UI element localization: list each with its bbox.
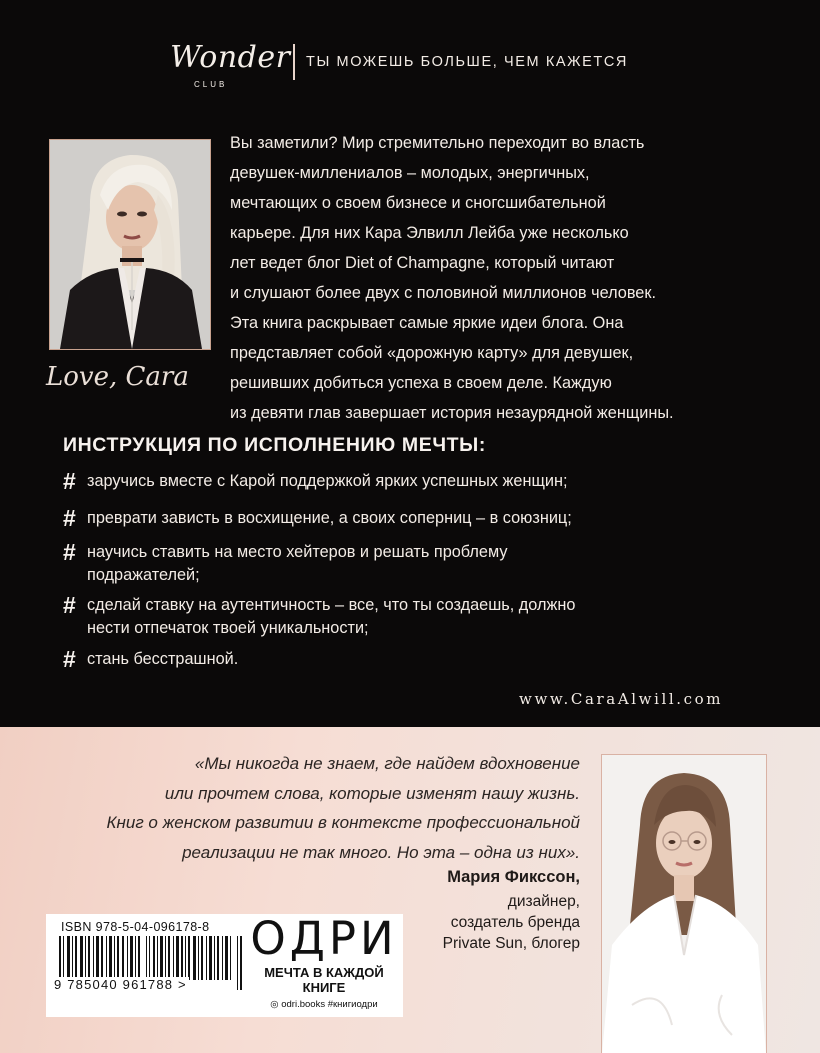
wonder-club-logo bbox=[170, 40, 291, 92]
description-line: Эта книга раскрывает самые яркие идеи блога. Она bbox=[230, 314, 624, 332]
description-line: решивших добиться успеха в своем деле. Каждую bbox=[230, 374, 612, 392]
description-line: из девяти глав завершает история незаурядной женщины. bbox=[230, 404, 674, 422]
hashtag-icon: # bbox=[63, 468, 76, 494]
slogan-line: МЕЧТА В КАЖДОЙ bbox=[264, 965, 384, 980]
list-item-text: подражателей; bbox=[87, 566, 200, 584]
book-description bbox=[230, 128, 790, 428]
quote-author-photo bbox=[601, 754, 767, 1053]
description-line: Вы заметили? Мир стремительно переходит во власть bbox=[230, 134, 645, 152]
description-line: девушек-миллениалов – молодых, энергичных, bbox=[230, 164, 590, 182]
list-item bbox=[63, 648, 238, 671]
publisher-social bbox=[250, 999, 398, 1010]
quote-author-role bbox=[443, 891, 580, 954]
description-line: представляет собой «дорожную карту» для девушек, bbox=[230, 344, 634, 362]
role-line: Private Sun, блогер bbox=[442, 935, 580, 952]
barcode-panel bbox=[46, 914, 403, 1017]
series-tagline: ТЫ МОЖЕШЬ БОЛЬШЕ, ЧЕМ КАЖЕТСЯ bbox=[306, 54, 628, 70]
instructions-heading: ИНСТРУКЦИЯ ПО ИСПОЛНЕНИЮ МЕЧТЫ: bbox=[63, 434, 486, 456]
list-item bbox=[63, 541, 507, 587]
list-item-text: сделай ставку на аутентичность – все, что ты создаешь, должно bbox=[87, 596, 576, 614]
quote-author-portrait-image bbox=[602, 755, 766, 1053]
description-line: карьере. Для них Кара Элвилл Лейба уже несколько bbox=[230, 224, 629, 242]
isbn-number: ISBN 978-5-04-096178-8 bbox=[61, 920, 210, 934]
list-item bbox=[63, 507, 572, 530]
publisher-block bbox=[250, 912, 398, 1010]
publisher-social-handle: odri.books #книгиодри bbox=[281, 999, 378, 1010]
hashtag-icon: # bbox=[63, 539, 76, 565]
header-divider bbox=[293, 44, 295, 80]
pink-bottom-section bbox=[0, 727, 820, 1053]
quote-line: или прочтем слова, которые изменят нашу жизнь. bbox=[164, 783, 580, 803]
logo-wordmark: Wonder bbox=[170, 40, 291, 75]
hashtag-icon: # bbox=[63, 646, 76, 672]
testimonial-quote bbox=[100, 749, 580, 867]
description-line: лет ведет блог Diet of Champagne, который читают bbox=[230, 254, 615, 272]
list-item-text: преврати зависть в восхищение, а своих соперниц – в союзниц; bbox=[87, 509, 572, 527]
list-item-text: заручись вместе с Карой поддержкой ярких успешных женщин; bbox=[87, 472, 568, 490]
quote-line: Книг о женском развитии в контексте профессиональной bbox=[106, 813, 580, 832]
author-photo bbox=[49, 139, 211, 350]
list-item bbox=[63, 470, 567, 493]
hashtag-icon: # bbox=[63, 505, 76, 531]
hashtag-icon: # bbox=[63, 592, 76, 618]
quote-author-name: Мария Фикссон, bbox=[447, 868, 580, 886]
logo-subtitle: CLUB bbox=[194, 80, 228, 89]
barcode-digits: 9 785040 961788 > bbox=[54, 977, 187, 992]
publisher-slogan bbox=[250, 966, 398, 995]
author-website: www.CaraAlwill.com bbox=[519, 690, 724, 708]
author-portrait-image bbox=[50, 140, 210, 349]
quote-line: реализации не так много. Но эта – одна из них». bbox=[182, 842, 580, 862]
description-line: мечтающих о своем бизнесе и сногсшибательной bbox=[230, 194, 606, 212]
quote-line: «Мы никогда не знаем, где найдем вдохновение bbox=[194, 754, 580, 773]
role-line: дизайнер, bbox=[507, 893, 580, 910]
description-line: и слушают более двух с половиной миллионов человек. bbox=[230, 284, 656, 302]
list-item bbox=[63, 594, 575, 640]
list-item-text: стань бесстрашной. bbox=[87, 650, 239, 668]
slogan-line: КНИГЕ bbox=[302, 979, 346, 995]
list-item-text: нести отпечаток твоей уникальности; bbox=[87, 619, 369, 637]
publisher-logo: ОДРИ bbox=[250, 912, 398, 965]
list-item-text: научись ставить на место хейтеров и решать проблему bbox=[87, 543, 508, 561]
instagram-icon: ◎ bbox=[270, 999, 282, 1010]
author-signature: Love, Cara bbox=[46, 362, 189, 392]
role-line: создатель бренда bbox=[450, 914, 580, 931]
